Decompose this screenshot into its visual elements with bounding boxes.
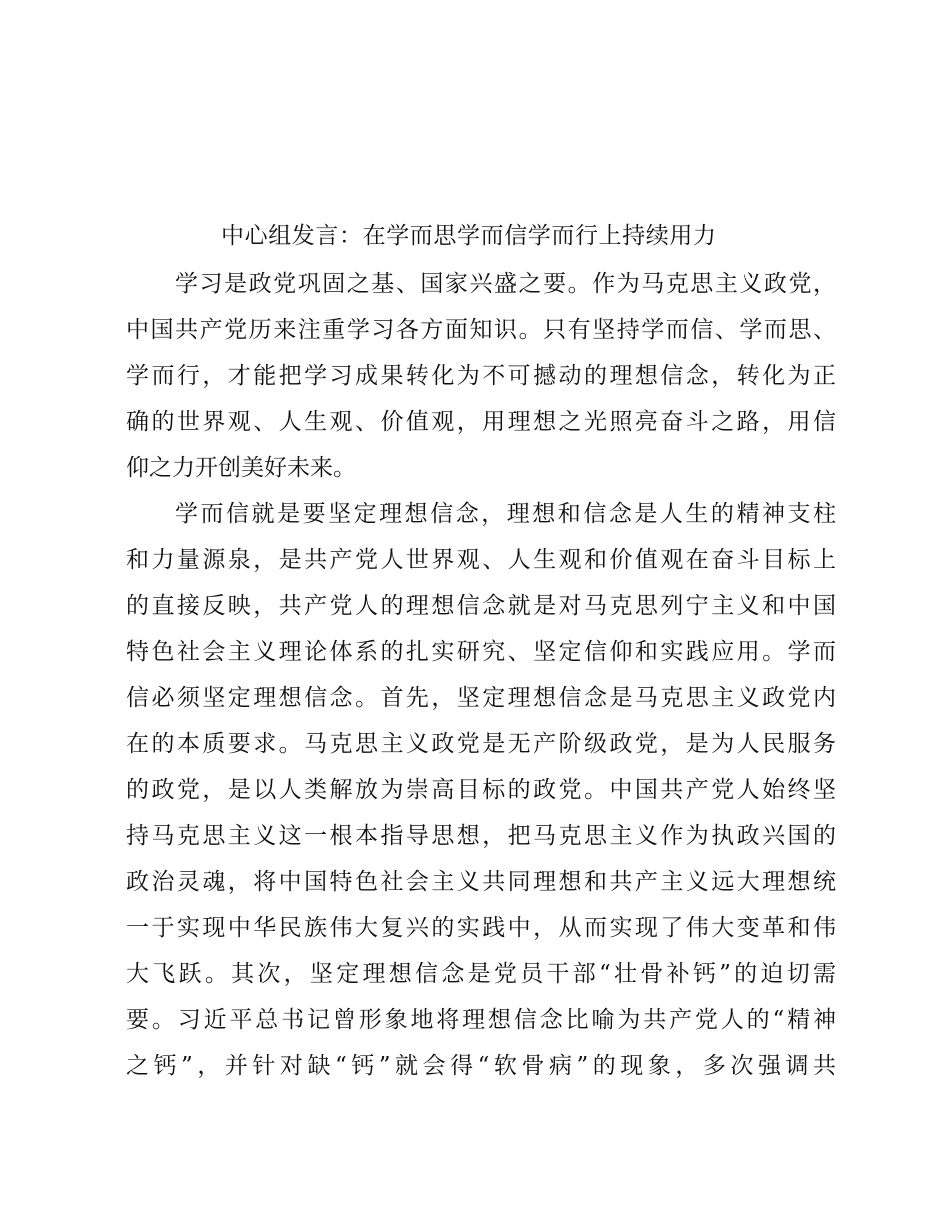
paragraph-1-line-3: 学而行，才能把学习成果转化为不可撼动的理想信念，转化为正 [126,363,836,389]
paragraph-1-line-1: 学习是政党巩固之基、国家兴盛之要。作为马克思主义政党， [175,271,836,297]
paragraph-2-line-10: 一于实现中华民族伟大复兴的实践中，从而实现了伟大变革和伟 [126,915,836,941]
paragraph-2-line-5: 信必须坚定理想信念。首先，坚定理想信念是马克思主义政党内 [126,685,836,711]
paragraph-2-line-4: 特色社会主义理论体系的扎实研究、坚定信仰和实践应用。学而 [126,639,836,665]
paragraph-2-line-1: 学而信就是要坚定理想信念，理想和信念是人生的精神支柱 [175,501,836,527]
paragraph-1-line-5: 仰之力开创美好未来。 [126,455,356,481]
paragraph-2-line-7: 的政党，是以人类解放为崇高目标的政党。中国共产党人始终坚 [126,777,836,803]
document-title: 中心组发言：在学而思学而信学而行上持续用力 [221,223,717,249]
paragraph-2-line-13: 之钙”，并针对缺“钙”就会得“软骨病”的现象，多次强调共 [126,1053,836,1079]
paragraph-2-line-2: 和力量源泉，是共产党人世界观、人生观和价值观在奋斗目标上 [126,547,836,573]
paragraph-2-line-12: 要。习近平总书记曾形象地将理想信念比喻为共产党人的“精神 [126,1007,836,1033]
paragraph-2-line-8: 持马克思主义这一根本指导思想，把马克思主义作为执政兴国的 [126,823,836,849]
paragraph-1-line-2: 中国共产党历来注重学习各方面知识。只有坚持学而信、学而思、 [126,317,836,343]
paragraph-1-line-4: 确的世界观、人生观、价值观，用理想之光照亮奋斗之路，用信 [126,409,836,435]
paragraph-2-line-6: 在的本质要求。马克思主义政党是无产阶级政党，是为人民服务 [126,731,836,757]
paragraph-2-line-9: 政治灵魂，将中国特色社会主义共同理想和共产主义远大理想统 [126,869,836,895]
paragraph-2-line-11: 大飞跃。其次，坚定理想信念是党员干部“壮骨补钙”的迫切需 [126,961,836,987]
paragraph-2-line-3: 的直接反映，共产党人的理想信念就是对马克思列宁主义和中国 [126,593,836,619]
